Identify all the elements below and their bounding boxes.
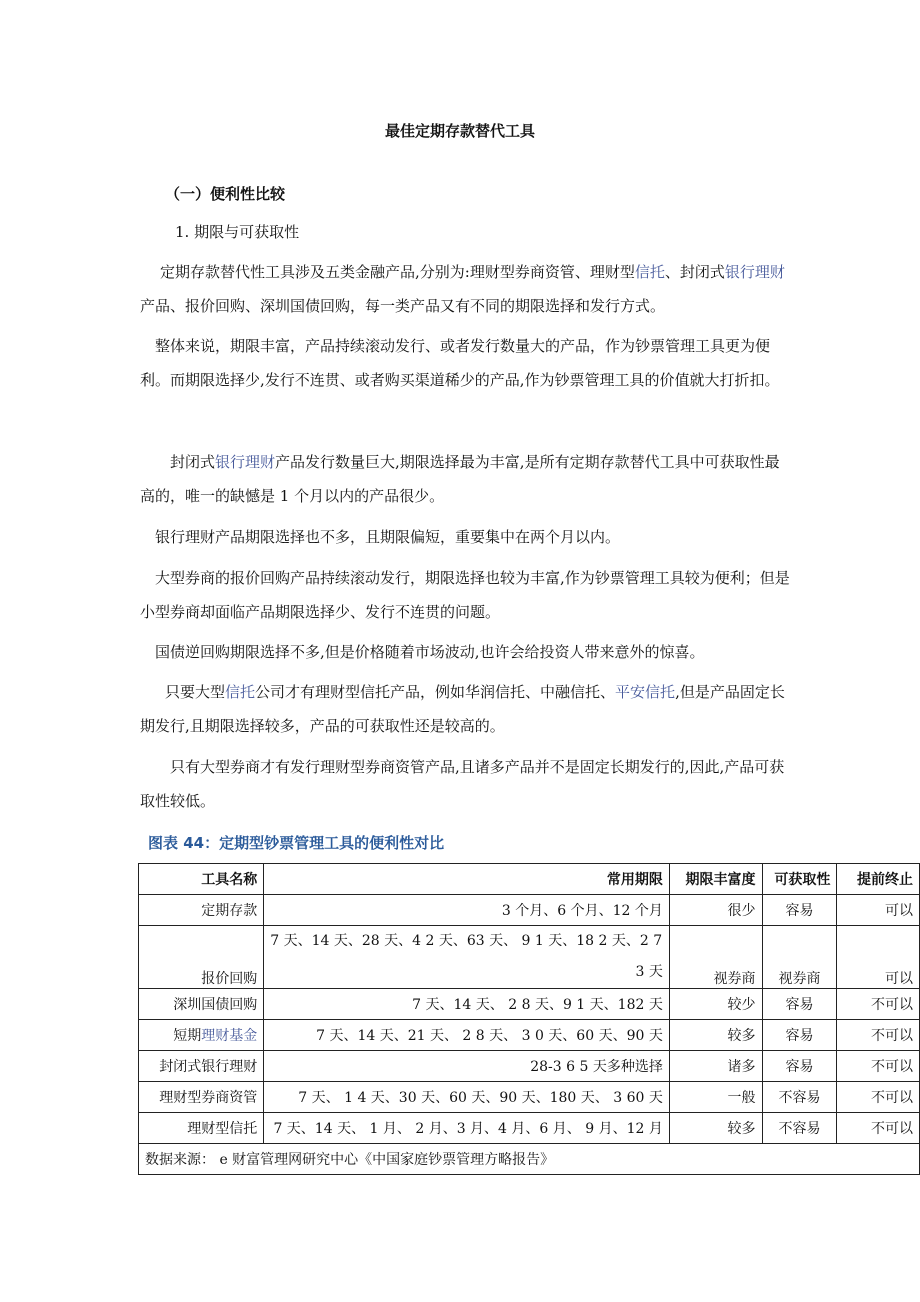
cell-term: 7 天、14 天、21 天、 2 8 天、 3 0 天、60 天、90 天 xyxy=(264,1020,670,1051)
cell-early: 不可以 xyxy=(837,1020,920,1051)
comparison-table xyxy=(138,863,920,1175)
table-source-row xyxy=(139,1144,920,1175)
table-row xyxy=(139,926,920,989)
cell-term: 28-3 6 5 天多种选择 xyxy=(264,1051,670,1082)
cell-term: 7 天、14 天、 1 月、 2 月、3 月、4 月、6 月、 9 月、12 月 xyxy=(264,1113,670,1144)
cell-access: 不容易 xyxy=(762,1082,837,1113)
cell-access: 容易 xyxy=(762,895,837,926)
cell-early: 不可以 xyxy=(837,1082,920,1113)
source-note: 数据来源： e 财富管理网研究中心《中国家庭钞票管理方略报告》 xyxy=(139,1144,920,1175)
paragraph-5: 大型券商的报价回购产品持续滚动发行，期限选择也较为丰富,作为钞票管理工具较为便利；但是小型券商却面临产品期限选择少、发行不连贯的问题。 xyxy=(140,569,790,621)
link-bank-finance[interactable]: 银行理财 xyxy=(724,263,785,281)
table-row xyxy=(139,989,920,1020)
cell-access: 容易 xyxy=(762,1020,837,1051)
header-early-termination: 提前终止 xyxy=(837,864,920,895)
cell-access: 不容易 xyxy=(762,1113,837,1144)
table-row xyxy=(139,895,920,926)
cell-term: 7 天、 1 4 天、30 天、60 天、90 天、180 天、 3 60 天 xyxy=(264,1082,670,1113)
table-row xyxy=(139,1113,920,1144)
link-finance-fund[interactable]: 理财基金 xyxy=(201,1028,258,1044)
cell-access: 容易 xyxy=(762,1051,837,1082)
table-row xyxy=(139,1020,920,1051)
paragraph-4: 银行理财产品期限选择也不多，且期限偏短，重要集中在两个月以内。 xyxy=(155,528,621,546)
paragraph-2: 整体来说，期限丰富，产品持续滚动发行、或者发行数量大的产品，作为钞票管理工具更为便利。而期限选择少,发行不连贯、或者购买渠道稀少的产品,作为钞票管理工具的价值就大打折扣。 xyxy=(140,337,780,389)
cell-term: 3 个月、6 个月、12 个月 xyxy=(264,895,670,926)
table-row xyxy=(139,1082,920,1113)
paragraph-7: 只要大型信托公司才有理财型信托产品，例如华润信托、中融信托、平安信托,但是产品固定长期发行,且期限选择较多，产品的可获取性还是较高的。 xyxy=(140,683,785,735)
cell-access: 容易 xyxy=(762,989,837,1020)
cell-richness: 较多 xyxy=(669,1020,762,1051)
cell-name: 封闭式银行理财 xyxy=(139,1051,264,1082)
subsection-heading: 1. 期限与可获取性 xyxy=(175,223,300,241)
header-tool-name: 工具名称 xyxy=(139,864,264,895)
cell-early: 不可以 xyxy=(837,1051,920,1082)
header-richness: 期限丰富度 xyxy=(669,864,762,895)
table-row xyxy=(139,1051,920,1082)
cell-term: 7 天、14 天、 2 8 天、9 1 天、182 天 xyxy=(264,989,670,1020)
cell-name: 短期理财基金 xyxy=(139,1020,264,1051)
section-heading: （一）便利性比较 xyxy=(165,185,286,203)
paragraph-3: 封闭式银行理财产品发行数量巨大,期限选择最为丰富,是所有定期存款替代工具中可获取性最高的，唯一的缺憾是 1 个月以内的产品很少。 xyxy=(140,453,780,505)
cell-name: 深圳国债回购 xyxy=(139,989,264,1020)
cell-richness: 较多 xyxy=(669,1113,762,1144)
table-header-row xyxy=(139,864,920,895)
cell-name: 理财型券商资管 xyxy=(139,1082,264,1113)
header-accessibility: 可获取性 xyxy=(762,864,837,895)
cell-early: 可以 xyxy=(837,895,920,926)
cell-early: 不可以 xyxy=(837,1113,920,1144)
cell-name: 定期存款 xyxy=(139,895,264,926)
paragraph-8: 只有大型券商才有发行理财型券商资管产品,且诸多产品并不是固定长期发行的,因此,产品可获取性较低。 xyxy=(140,758,785,810)
link-ping-an-trust[interactable]: 平安信托 xyxy=(615,683,676,701)
cell-name: 报价回购 xyxy=(139,926,264,989)
cell-richness: 较少 xyxy=(669,989,762,1020)
link-trust-2[interactable]: 信托 xyxy=(225,683,256,701)
figure-caption: 图表 44：定期型钞票管理工具的便利性对比 xyxy=(148,834,445,852)
link-trust[interactable]: 信托 xyxy=(634,263,665,281)
cell-term: 7 天、14 天、28 天、4 2 天、63 天、 9 1 天、18 2 天、2 7 3 天 xyxy=(264,926,670,989)
header-term: 常用期限 xyxy=(264,864,670,895)
cell-richness: 很少 xyxy=(669,895,762,926)
paragraph-6: 国债逆回购期限选择不多,但是价格随着市场波动,也许会给投资人带来意外的惊喜。 xyxy=(155,643,705,661)
cell-richness: 视券商 xyxy=(669,926,762,989)
cell-name: 理财型信托 xyxy=(139,1113,264,1144)
cell-early: 可以 xyxy=(837,926,920,989)
link-bank-finance-2[interactable]: 银行理财 xyxy=(215,453,276,471)
cell-richness: 一般 xyxy=(669,1082,762,1113)
document-title: 最佳定期存款替代工具 xyxy=(384,122,535,140)
cell-richness: 诸多 xyxy=(669,1051,762,1082)
cell-access: 视券商 xyxy=(762,926,837,989)
paragraph-1: 定期存款替代性工具涉及五类金融产品,分别为:理财型券商资管、理财型信托、封闭式银行理财产品、报价回购、深圳国债回购，每一类产品又有不同的期限选择和发行方式。 xyxy=(140,263,785,315)
cell-early: 不可以 xyxy=(837,989,920,1020)
